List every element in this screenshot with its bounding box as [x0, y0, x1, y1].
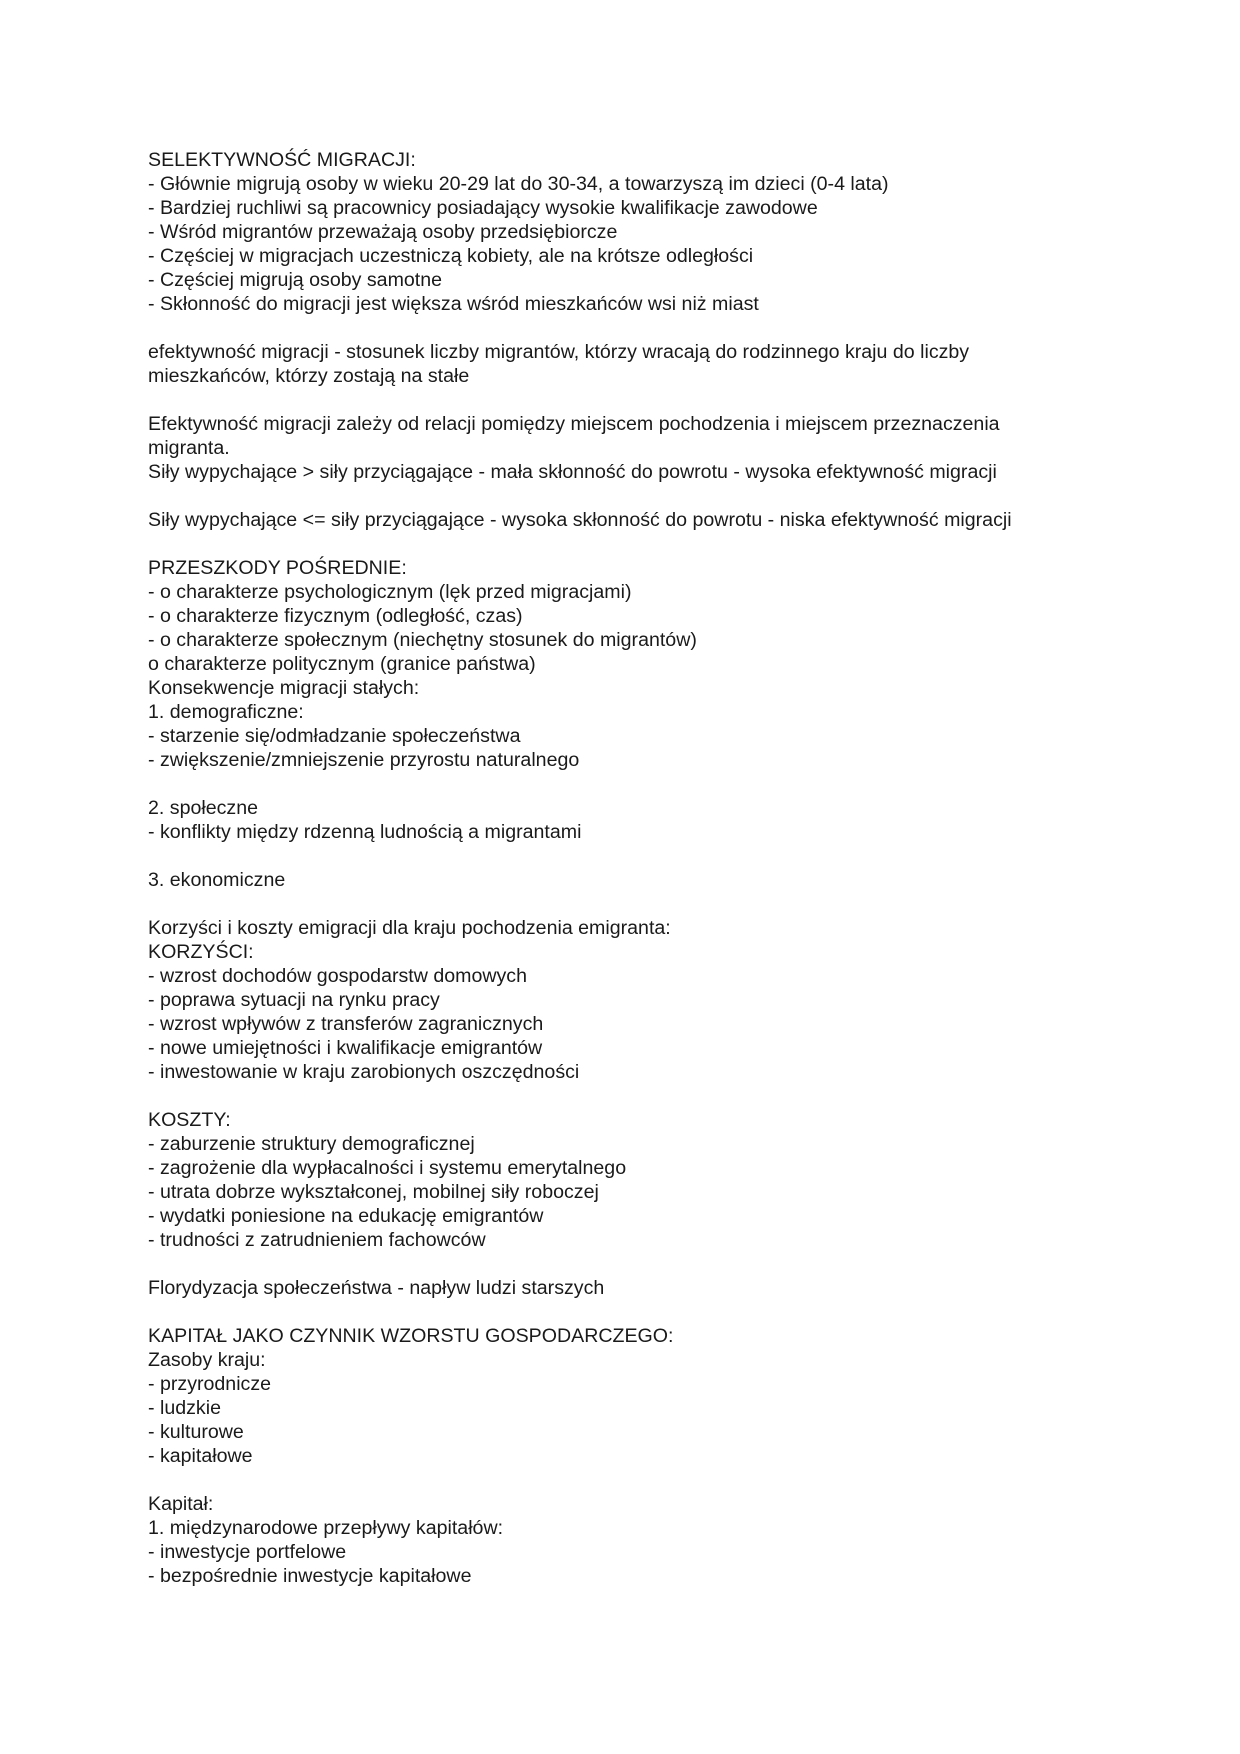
text-line: efektywność migracji - stosunek liczby migrantów, którzy wracają do rodzinnego kraju do liczby: [148, 341, 970, 363]
text-line: Kapitał:: [148, 1493, 214, 1515]
blank-line: [148, 772, 1148, 796]
text-line: - zwiększenie/zmniejszenie przyrostu naturalnego: [148, 749, 580, 771]
text-line: - o charakterze psychologicznym (lęk przed migracjami): [148, 581, 632, 603]
text-line: Siły wypychające > siły przyciągające - mała skłonność do powrotu - wysoka efektywność migracji: [148, 461, 997, 483]
blank-line: [148, 1252, 1148, 1276]
document-body: [148, 148, 1148, 1588]
text-line: 2. społeczne: [148, 797, 259, 819]
text-line: Florydyzacja społeczeństwa - napływ ludzi starszych: [148, 1277, 605, 1299]
blank-line: [148, 484, 1148, 508]
text-line: Zasoby kraju:: [148, 1349, 266, 1371]
text-line: 3. ekonomiczne: [148, 869, 286, 891]
text-line: - kulturowe: [148, 1421, 244, 1443]
text-line: 1. międzynarodowe przepływy kapitałów:: [148, 1517, 504, 1539]
text-line: Efektywność migracji zależy od relacji pomiędzy miejscem pochodzenia i miejscem przeznaczenia: [148, 413, 1000, 435]
text-line: - starzenie się/odmładzanie społeczeństwa: [148, 725, 521, 747]
text-line: - ludzkie: [148, 1397, 221, 1419]
text-line: 1. demograficzne:: [148, 701, 304, 723]
text-line: KAPITAŁ JAKO CZYNNIK WZORSTU GOSPODARCZEGO:: [148, 1325, 674, 1347]
text-line: PRZESZKODY POŚREDNIE:: [148, 557, 407, 579]
blank-line: [148, 1084, 1148, 1108]
text-line: - Bardziej ruchliwi są pracownicy posiadający wysokie kwalifikacje zawodowe: [148, 197, 818, 219]
text-line: - Głównie migrują osoby w wieku 20-29 lat do 30-34, a towarzyszą im dzieci (0-4 lata): [148, 173, 889, 195]
text-line: migranta.: [148, 437, 230, 459]
blank-line: [148, 1300, 1148, 1324]
text-line: - bezpośrednie inwestycje kapitałowe: [148, 1565, 472, 1587]
blank-line: [148, 844, 1148, 868]
text-line: - nowe umiejętności i kwalifikacje emigrantów: [148, 1037, 543, 1059]
text-line: - trudności z zatrudnieniem fachowców: [148, 1229, 486, 1251]
text-line: Korzyści i koszty emigracji dla kraju pochodzenia emigranta:: [148, 917, 671, 939]
text-line: - konflikty między rdzenną ludnością a migrantami: [148, 821, 582, 843]
text-line: - Wśród migrantów przeważają osoby przedsiębiorcze: [148, 221, 618, 243]
text-line: - kapitałowe: [148, 1445, 253, 1467]
text-line: - wzrost wpływów z transferów zagranicznych: [148, 1013, 544, 1035]
text-line: Konsekwencje migracji stałych:: [148, 677, 420, 699]
text-line: Siły wypychające <= siły przyciągające - wysoka skłonność do powrotu - niska efektywność migracji: [148, 509, 1012, 531]
text-line: mieszkańców, którzy zostają na stałe: [148, 365, 470, 387]
text-line: - poprawa sytuacji na rynku pracy: [148, 989, 440, 1011]
text-line: - wzrost dochodów gospodarstw domowych: [148, 965, 527, 987]
text-line: - Częściej w migracjach uczestniczą kobiety, ale na krótsze odległości: [148, 245, 754, 267]
text-line: - inwestycje portfelowe: [148, 1541, 347, 1563]
text-line: - Skłonność do migracji jest większa wśród mieszkańców wsi niż miast: [148, 293, 759, 315]
text-line: - wydatki poniesione na edukację emigrantów: [148, 1205, 544, 1227]
text-line: - przyrodnicze: [148, 1373, 272, 1395]
text-line: - o charakterze społecznym (niechętny stosunek do migrantów): [148, 629, 697, 651]
text-line: - utrata dobrze wykształconej, mobilnej siły roboczej: [148, 1181, 599, 1203]
text-line: KOSZTY:: [148, 1109, 231, 1131]
text-line: o charakterze politycznym (granice państwa): [148, 653, 536, 675]
text-line: - Częściej migrują osoby samotne: [148, 269, 443, 291]
blank-line: [148, 316, 1148, 340]
text-line: KORZYŚCI:: [148, 941, 254, 963]
blank-line: [148, 1468, 1148, 1492]
text-line: - o charakterze fizycznym (odległość, czas): [148, 605, 523, 627]
blank-line: [148, 892, 1148, 916]
blank-line: [148, 388, 1148, 412]
blank-line: [148, 532, 1148, 556]
text-line: SELEKTYWNOŚĆ MIGRACJI:: [148, 149, 416, 171]
text-line: - zagrożenie dla wypłacalności i systemu emerytalnego: [148, 1157, 627, 1179]
text-line: - inwestowanie w kraju zarobionych oszczędności: [148, 1061, 580, 1083]
text-line: - zaburzenie struktury demograficznej: [148, 1133, 475, 1155]
